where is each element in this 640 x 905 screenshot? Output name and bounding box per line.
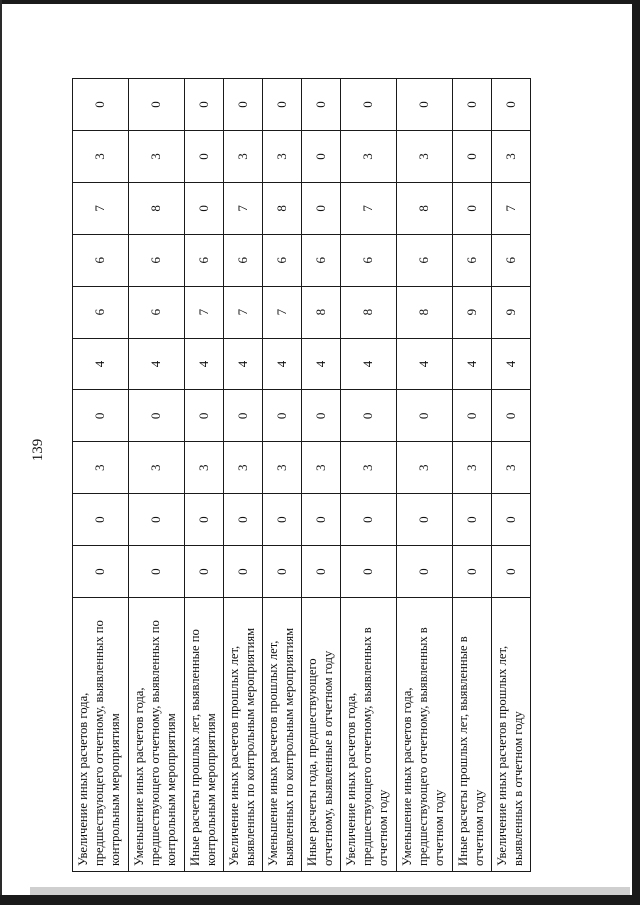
code-digit-cell: 4 [128,338,184,390]
code-digit-cell: 0 [223,79,262,131]
scan-edge-bottom [0,895,640,905]
code-digit-cell: 0 [184,130,223,182]
row-label: Уменьшение иных расчетов прошлых лет, выявленных по контрольным мероприятиям [262,598,301,872]
code-digit-cell: 3 [223,442,262,494]
code-digit-cell: 3 [301,442,340,494]
code-digit-cell: 7 [262,286,301,338]
code-digit-cell: 8 [301,286,340,338]
code-digit-cell: 3 [73,442,129,494]
row-label: Увеличение иных расчетов прошлых лет, выявленных по контрольным мероприятиям [223,598,262,872]
code-digit-cell: 3 [340,442,396,494]
code-digit-cell: 0 [452,390,491,442]
code-digit-cell: 3 [491,442,530,494]
table-row [128,79,184,872]
code-digit-cell: 0 [452,130,491,182]
code-digit-cell: 0 [184,182,223,234]
code-digit-cell: 6 [73,234,129,286]
scan-shadow [30,887,630,895]
code-digit-cell: 0 [184,79,223,131]
table-row [223,79,262,872]
code-digit-cell: 3 [452,442,491,494]
row-label: Увеличение иных расчетов года, предшествующего отчетному, выявленных по контрольным мероприятиям [73,598,129,872]
code-digit-cell: 6 [223,234,262,286]
table-body [73,79,531,872]
code-digit-cell: 6 [452,234,491,286]
code-digit-cell: 0 [491,390,530,442]
table-row [184,79,223,872]
scan-edge-left [0,0,2,905]
code-digit-cell: 3 [340,130,396,182]
code-digit-cell: 3 [262,130,301,182]
code-digit-cell: 4 [396,338,452,390]
row-label: Иные расчеты прошлых лет, выявленные по контрольным мероприятиям [184,598,223,872]
table-row [340,79,396,872]
code-digit-cell: 3 [184,442,223,494]
code-digit-cell: 0 [396,79,452,131]
code-digit-cell: 0 [452,182,491,234]
code-digit-cell: 0 [340,546,396,598]
code-digit-cell: 6 [262,234,301,286]
code-digit-cell: 6 [340,234,396,286]
code-digit-cell: 0 [73,79,129,131]
code-digit-cell: 3 [396,130,452,182]
code-digit-cell: 4 [301,338,340,390]
code-digit-cell: 0 [491,79,530,131]
code-digit-cell: 0 [396,390,452,442]
code-digit-cell: 0 [340,79,396,131]
code-digit-cell: 0 [491,494,530,546]
code-digit-cell: 3 [73,130,129,182]
row-label: Уменьшение иных расчетов года, предшествующего отчетному, выявленных по контрольным мероприятиям [128,598,184,872]
code-digit-cell: 6 [128,234,184,286]
code-digit-cell: 6 [73,286,129,338]
code-digit-cell: 4 [452,338,491,390]
code-digit-cell: 0 [452,79,491,131]
code-digit-cell: 8 [396,182,452,234]
code-digit-cell: 0 [223,494,262,546]
code-digit-cell: 4 [340,338,396,390]
code-digit-cell: 0 [262,79,301,131]
table-row [452,79,491,872]
code-digit-cell: 0 [452,494,491,546]
code-digit-cell: 7 [491,182,530,234]
code-digit-cell: 3 [128,442,184,494]
page-number: 139 [30,438,46,462]
table-row [491,79,530,872]
code-digit-cell: 0 [128,546,184,598]
code-digit-cell: 0 [184,546,223,598]
rotated-table-container [72,78,531,872]
code-digit-cell: 0 [262,390,301,442]
accounts-table [72,78,531,872]
scan-edge-top [0,0,640,4]
code-digit-cell: 7 [73,182,129,234]
code-digit-cell: 0 [262,546,301,598]
code-digit-cell: 6 [396,234,452,286]
code-digit-cell: 0 [128,494,184,546]
code-digit-cell: 0 [396,494,452,546]
code-digit-cell: 0 [301,546,340,598]
code-digit-cell: 8 [340,286,396,338]
code-digit-cell: 6 [184,234,223,286]
code-digit-cell: 0 [73,494,129,546]
code-digit-cell: 0 [340,494,396,546]
row-label: Иные расчеты прошлых лет, выявленные в отчетном году [452,598,491,872]
code-digit-cell: 0 [223,546,262,598]
table-row [396,79,452,872]
code-digit-cell: 6 [301,234,340,286]
code-digit-cell: 3 [491,130,530,182]
code-digit-cell: 6 [128,286,184,338]
code-digit-cell: 0 [301,494,340,546]
code-digit-cell: 8 [396,286,452,338]
code-digit-cell: 7 [223,286,262,338]
code-digit-cell: 0 [73,390,129,442]
code-digit-cell: 0 [223,390,262,442]
scan-edge-right [632,0,640,905]
code-digit-cell: 7 [223,182,262,234]
code-digit-cell: 3 [223,130,262,182]
code-digit-cell: 0 [128,390,184,442]
code-digit-cell: 8 [262,182,301,234]
code-digit-cell: 0 [301,130,340,182]
code-digit-cell: 9 [491,286,530,338]
row-label: Уменьшение иных расчетов года, предшествующего отчетному, выявленных в отчетном году [396,598,452,872]
code-digit-cell: 0 [301,182,340,234]
table-row [73,79,129,872]
code-digit-cell: 3 [396,442,452,494]
code-digit-cell: 9 [452,286,491,338]
code-digit-cell: 0 [491,546,530,598]
code-digit-cell: 0 [184,390,223,442]
code-digit-cell: 0 [128,79,184,131]
code-digit-cell: 3 [128,130,184,182]
code-digit-cell: 0 [184,494,223,546]
code-digit-cell: 4 [491,338,530,390]
code-digit-cell: 6 [491,234,530,286]
code-digit-cell: 4 [184,338,223,390]
table-row [262,79,301,872]
code-digit-cell: 0 [301,390,340,442]
table-row [301,79,340,872]
code-digit-cell: 0 [262,494,301,546]
code-digit-cell: 7 [184,286,223,338]
code-digit-cell: 0 [301,79,340,131]
code-digit-cell: 4 [73,338,129,390]
code-digit-cell: 0 [340,390,396,442]
code-digit-cell: 4 [223,338,262,390]
row-label: Увеличение иных расчетов прошлых лет, выявленных в отчетном году [491,598,530,872]
row-label: Иные расчеты года, предшествующего отчетному, выявленные в отчетном году [301,598,340,872]
code-digit-cell: 3 [262,442,301,494]
row-label: Увеличение иных расчетов года, предшествующего отчетному, выявленных в отчетном году [340,598,396,872]
code-digit-cell: 0 [73,546,129,598]
code-digit-cell: 4 [262,338,301,390]
code-digit-cell: 7 [340,182,396,234]
code-digit-cell: 0 [396,546,452,598]
code-digit-cell: 0 [452,546,491,598]
code-digit-cell: 8 [128,182,184,234]
